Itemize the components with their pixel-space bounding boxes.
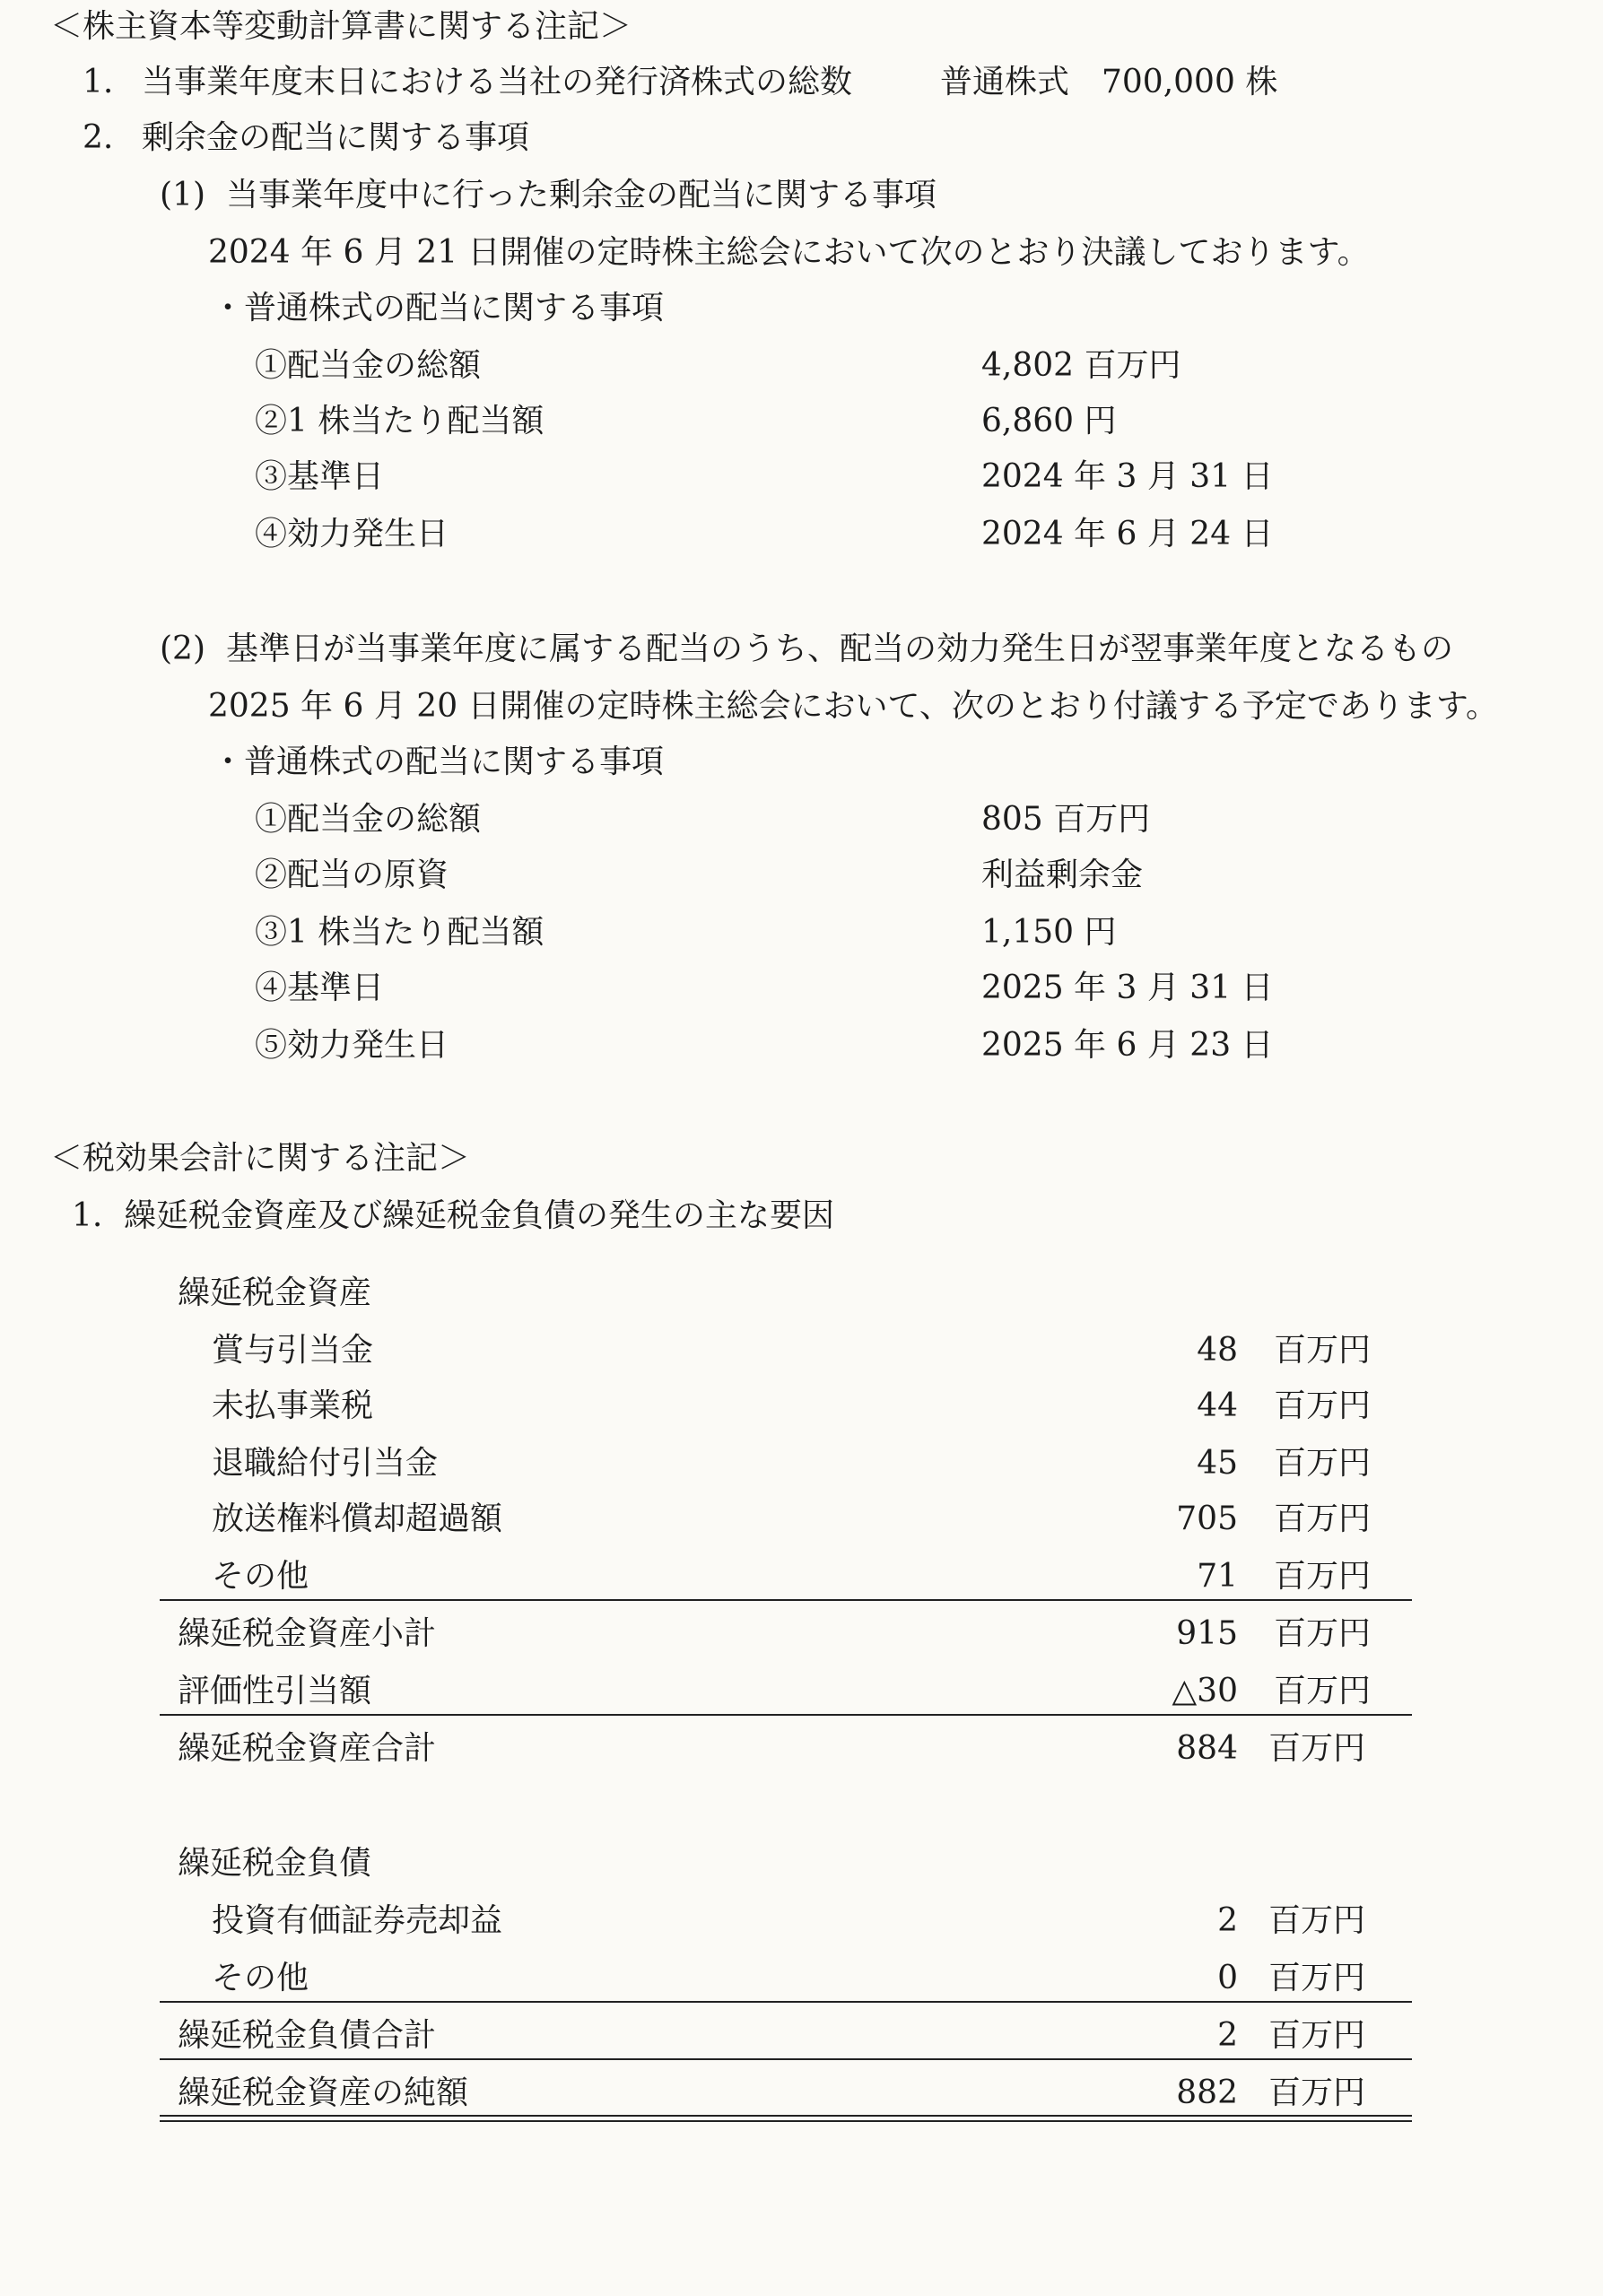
asset-row-value: 48 bbox=[1197, 1332, 1238, 1369]
sub-item-title: 基準日が当事業年度に属する配当のうち、配当の効力発生日が翌事業年度となるもの bbox=[226, 631, 1454, 667]
item-value: 普通株式 700,000 株 bbox=[940, 64, 1278, 100]
double-rule-bottom bbox=[160, 2120, 1412, 2122]
item-number: 1. bbox=[83, 64, 114, 100]
asset-row-unit: 百万円 bbox=[1274, 1332, 1372, 1369]
item-text: 当事業年度末日における当社の発行済株式の総数 bbox=[142, 64, 853, 100]
section-heading-equity: ＜株主資本等変動計算書に関する注記＞ bbox=[50, 8, 632, 45]
asset-row-unit: 百万円 bbox=[1274, 1500, 1372, 1537]
assets-total-unit: 百万円 bbox=[1268, 1730, 1366, 1767]
dividend-row-label: ②配当の原資 bbox=[255, 857, 449, 893]
dividend-row-value: 2025 年 6 月 23 日 bbox=[981, 1027, 1274, 1064]
resolution-text: 2024 年 6 月 21 日開催の定時株主総会において次のとおり決議しております。 bbox=[208, 234, 1370, 271]
asset-row-label: 未払事業税 bbox=[212, 1387, 374, 1424]
dividend-row-label: ①配当金の総額 bbox=[255, 347, 482, 384]
table-rule bbox=[160, 2058, 1412, 2060]
dividend-row-value: 2024 年 6 月 24 日 bbox=[981, 516, 1274, 552]
allowance-label: 評価性引当額 bbox=[178, 1673, 372, 1709]
net-value: 882 bbox=[1176, 2074, 1238, 2111]
asset-row-label: 放送権料償却超過額 bbox=[212, 1500, 503, 1537]
sub-item-title: 当事業年度中に行った剰余金の配当に関する事項 bbox=[226, 177, 937, 213]
dividend-row-value: 利益剰余金 bbox=[981, 857, 1144, 893]
dividend-row-label: ②1 株当たり配当額 bbox=[255, 403, 544, 439]
dividend-row-label: ⑤効力発生日 bbox=[255, 1027, 449, 1064]
sub-item-number: (1) bbox=[160, 177, 205, 213]
dividend-row-label: ①配当金の総額 bbox=[255, 801, 482, 838]
assets-total-label: 繰延税金資産合計 bbox=[178, 1730, 437, 1767]
asset-row-unit: 百万円 bbox=[1274, 1558, 1372, 1595]
item-number: 1. bbox=[72, 1197, 103, 1234]
liabilities-title: 繰延税金負債 bbox=[178, 1845, 372, 1882]
item-text: 繰延税金資産及び繰延税金負債の発生の主な要因 bbox=[124, 1197, 835, 1234]
asset-row-value: 44 bbox=[1197, 1387, 1238, 1424]
dividend-row-value: 1,150 円 bbox=[981, 914, 1117, 951]
resolution-text: 2025 年 6 月 20 日開催の定時株主総会において、次のとおり付議する予定であります。 bbox=[208, 688, 1498, 725]
allowance-value: △30 bbox=[1172, 1673, 1238, 1709]
assets-subtotal-label: 繰延税金資産小計 bbox=[178, 1615, 437, 1652]
dividend-row-label: ④効力発生日 bbox=[255, 516, 449, 552]
dividend-row-value: 2025 年 3 月 31 日 bbox=[981, 970, 1274, 1006]
assets-subtotal-unit: 百万円 bbox=[1274, 1615, 1372, 1652]
assets-title: 繰延税金資産 bbox=[178, 1274, 372, 1311]
dividend-row-label: ④基準日 bbox=[255, 970, 385, 1006]
allowance-unit: 百万円 bbox=[1274, 1673, 1372, 1709]
liability-row-value: 2 bbox=[1217, 1902, 1238, 1939]
net-label: 繰延税金資産の純額 bbox=[178, 2074, 469, 2111]
liability-row-label: その他 bbox=[212, 1960, 309, 1996]
dividend-row-label: ③基準日 bbox=[255, 458, 385, 495]
item-number: 2. bbox=[83, 119, 114, 156]
double-rule-top bbox=[160, 2115, 1412, 2117]
item-text: 剰余金の配当に関する事項 bbox=[142, 119, 530, 156]
asset-row-unit: 百万円 bbox=[1274, 1387, 1372, 1424]
net-unit: 百万円 bbox=[1268, 2074, 1366, 2111]
dividend-row-value: 6,860 円 bbox=[981, 403, 1117, 439]
dividend-row-value: 4,802 百万円 bbox=[981, 347, 1181, 384]
table-rule bbox=[160, 1599, 1412, 1601]
assets-subtotal-value: 915 bbox=[1176, 1615, 1238, 1652]
asset-row-value: 705 bbox=[1176, 1500, 1238, 1537]
table-rule bbox=[160, 2001, 1412, 2003]
asset-row-label: 退職給付引当金 bbox=[212, 1445, 439, 1482]
asset-row-value: 45 bbox=[1197, 1445, 1238, 1482]
dividend-row-label: ③1 株当たり配当額 bbox=[255, 914, 544, 951]
dividend-row-value: 2024 年 3 月 31 日 bbox=[981, 458, 1274, 495]
liability-row-unit: 百万円 bbox=[1268, 1902, 1366, 1939]
liabilities-total-value: 2 bbox=[1217, 2017, 1238, 2054]
dividend-row-value: 805 百万円 bbox=[981, 801, 1151, 838]
sub-item-number: (2) bbox=[160, 631, 205, 667]
asset-row-label: その他 bbox=[212, 1558, 309, 1595]
liability-row-unit: 百万円 bbox=[1268, 1960, 1366, 1996]
liability-row-label: 投資有価証券売却益 bbox=[212, 1902, 503, 1939]
liability-row-value: 0 bbox=[1217, 1960, 1238, 1996]
asset-row-unit: 百万円 bbox=[1274, 1445, 1372, 1482]
table-rule bbox=[160, 1714, 1412, 1716]
bullet-text: ・普通株式の配当に関する事項 bbox=[212, 744, 665, 780]
bullet-text: ・普通株式の配当に関する事項 bbox=[212, 290, 665, 326]
asset-row-value: 71 bbox=[1197, 1558, 1238, 1595]
section-heading-tax: ＜税効果会計に関する注記＞ bbox=[50, 1140, 471, 1177]
liabilities-total-unit: 百万円 bbox=[1268, 2017, 1366, 2054]
liabilities-total-label: 繰延税金負債合計 bbox=[178, 2017, 437, 2054]
assets-total-value: 884 bbox=[1176, 1730, 1238, 1767]
asset-row-label: 賞与引当金 bbox=[212, 1332, 374, 1369]
